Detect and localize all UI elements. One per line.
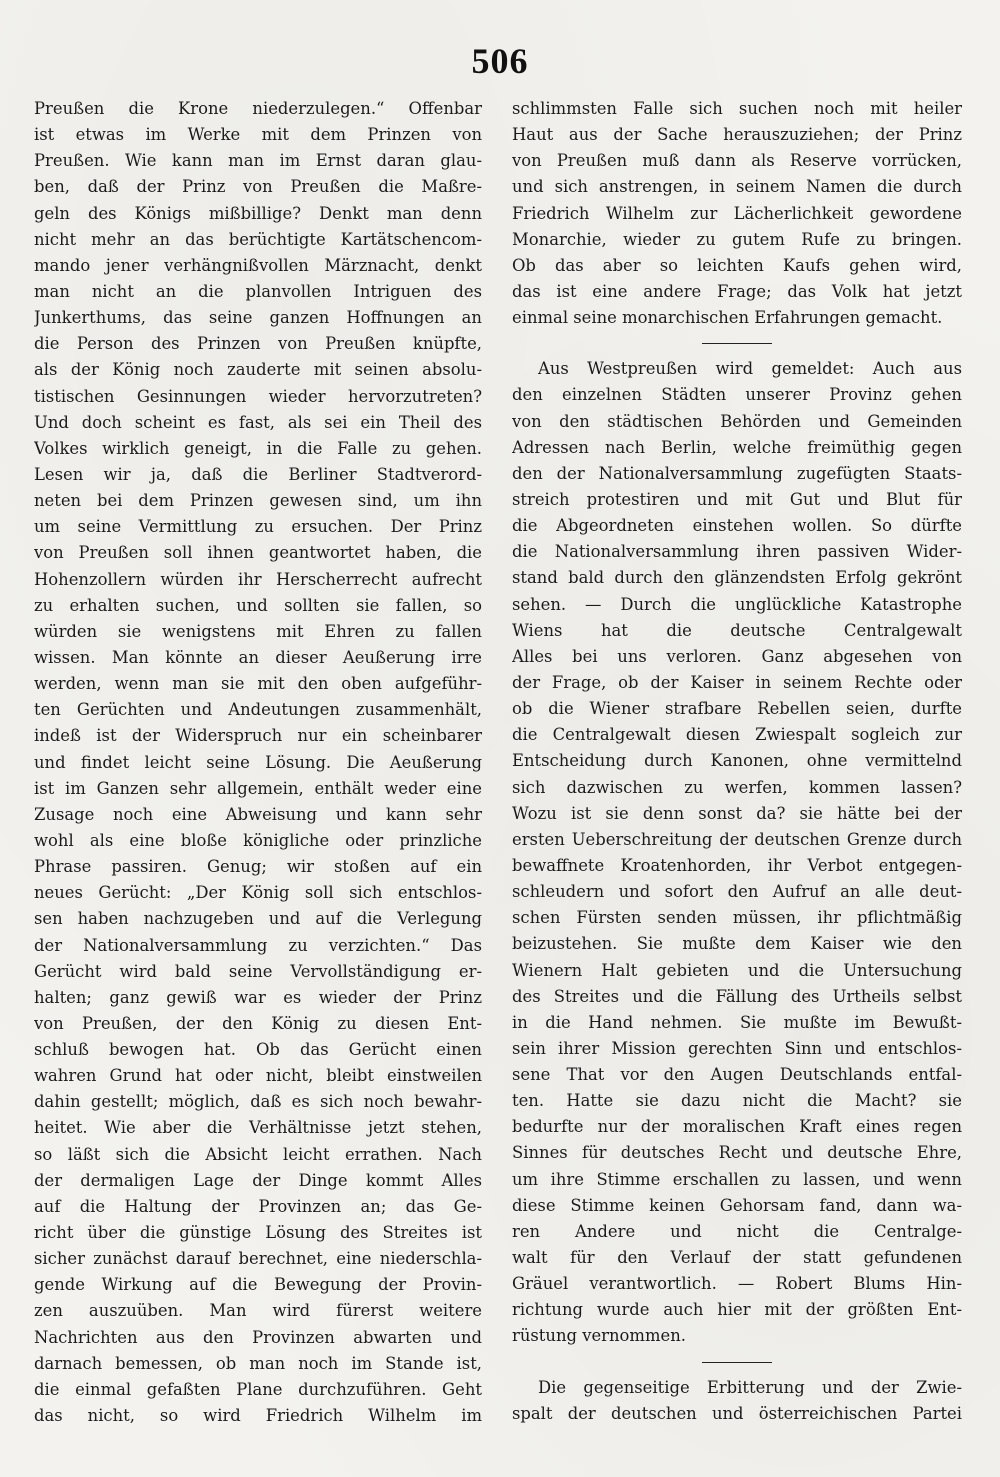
text-line: schlimmsten Falle sich suchen noch mit heiler	[512, 99, 962, 118]
right-column	[512, 96, 962, 1427]
text-line: Sinnes für deutsches Recht und deutsche Ehre,	[512, 1143, 962, 1163]
text-line: Ob das aber so leichten Kaufs gehen wird,	[512, 255, 962, 275]
text-line: in die Hand nehmen. Sie mußte im Bewußt-	[512, 1012, 962, 1032]
text-line: die einmal gefaßten Plane durchzuführen. Geht	[34, 1379, 482, 1399]
text-line: die Nationalversammlung ihren passiven Wider-	[512, 542, 962, 562]
text-line: richt über die günstige Lösung des Streites ist	[34, 1223, 482, 1243]
text-line: heitet. Wie aber die Verhältnisse jetzt stehen,	[34, 1118, 482, 1138]
text-line: das ist eine andere Frage; das Volk hat jetzt	[512, 281, 962, 301]
text-line: einmal seine monarchischen Erfahrungen gemacht.	[512, 308, 943, 328]
text-line: streich protestiren und mit Gut und Blut für	[512, 489, 962, 509]
text-line: die Centralgewalt diesen Zwiespalt sogleich zur	[512, 725, 962, 745]
text-line: wohl als eine bloße königliche oder prinzliche	[34, 830, 482, 850]
text-line: von den städtischen Behörden und Gemeinden	[512, 411, 962, 431]
text-line: richtung wurde auch hier mit der größten Ent-	[512, 1300, 962, 1320]
text-line: dahin gestellt; möglich, daß es sich noch bewahr-	[34, 1092, 482, 1112]
text-line: von Preußen muß dann als Reserve vorrücken,	[512, 151, 962, 171]
text-line: zu erhalten suchen, und sollten sie fallen, so	[34, 595, 482, 615]
text-line: gende Wirkung auf die Bewegung der Provin-	[34, 1275, 482, 1295]
text-line: die Person des Prinzen von Preußen knüpfte,	[34, 334, 482, 354]
text-line: neues Gerücht: „Der König soll sich entschlos-	[34, 883, 482, 903]
text-line: von Preußen soll ihnen geantwortet haben, die	[34, 543, 482, 563]
text-line: sein ihrer Mission gerechten Sinn und entschlos-	[512, 1038, 962, 1058]
text-line: das nicht, so wird Friedrich Wilhelm im	[34, 1406, 482, 1426]
text-line: Wozu ist sie denn sonst da? sie hätte bei der	[512, 803, 962, 823]
text-line: ersten Ueberschreitung der deutschen Grenze durch	[512, 829, 962, 849]
text-line: sene That vor den Augen Deutschlands entfal-	[512, 1065, 962, 1085]
text-line: werden, wenn man sie mit den oben aufgeführ-	[34, 674, 482, 694]
paragraph-westpreussen	[512, 356, 962, 1349]
text-line: Lesen wir ja, daß die Berliner Stadtverord-	[34, 464, 482, 484]
text-line: und sich anstrengen, in seinem Namen die durch	[512, 177, 962, 197]
text-line: bewaffnete Kroatenhorden, ihr Verbot entgegen-	[512, 855, 962, 875]
text-line: Hohenzollern würden ihr Herscherrecht aufrecht	[34, 569, 482, 589]
text-line: halten; ganz gewiß war es wieder der Prinz	[34, 987, 482, 1007]
text-line: sehen. — Durch die unglückliche Katastrophe	[512, 594, 962, 614]
text-line: der Nationalversammlung zu verzichten.“ Das	[34, 935, 482, 955]
text-line: geln des Königs mißbillige? Denkt man denn	[34, 203, 482, 223]
text-line: würden sie wenigstens mit Ehren zu fallen	[34, 621, 482, 641]
text-line: mando jener verhängnißvollen Märznacht, denkt	[34, 255, 482, 275]
text-line: den der Nationalversammlung zugefügten Staats-	[512, 463, 962, 483]
text-line: neten bei dem Prinzen gewesen sind, um ihn	[34, 491, 482, 511]
text-line: nicht mehr an das berüchtigte Kartätschencom-	[34, 229, 482, 249]
text-line: sen haben nachzugeben und auf die Verlegung	[34, 909, 482, 929]
text-line: der Frage, ob der Kaiser in seinem Rechte oder	[512, 672, 962, 692]
text-line: ob die Wiener strafbare Rebellen seien, durfte	[512, 699, 962, 719]
text-line: den einzelnen Städten unserer Provinz gehen	[512, 385, 962, 405]
text-line: Und doch scheint es fast, als sei ein Theil des	[34, 412, 482, 432]
section-divider	[702, 343, 772, 344]
text-line: Friedrich Wilhelm zur Lächerlichkeit gewordene	[512, 203, 962, 223]
text-line: Haut aus der Sache herauszuziehen; der Prinz	[512, 125, 962, 145]
text-line: schen Fürsten senden müssen, ihr pflichtmäßig	[512, 908, 962, 928]
text-line: ten. Hatte sie dazu nicht die Macht? sie	[512, 1091, 962, 1111]
text-line: auf die Haltung der Provinzen an; das Ge-	[34, 1196, 482, 1216]
text-line: ben, daß der Prinz von Preußen die Maßre-	[34, 177, 482, 197]
text-line: man nicht an die planvollen Intriguen des	[34, 281, 482, 301]
page-number: 506	[471, 41, 529, 81]
text-line: tistischen Gesinnungen wieder hervorzutreten?	[34, 386, 482, 406]
text-line: Monarchie, wieder zu gutem Rufe zu bringen.	[512, 229, 962, 249]
text-line: um seine Vermittlung zu ersuchen. Der Prinz	[34, 517, 482, 537]
left-column	[34, 96, 482, 1429]
text-line: Nachrichten aus den Provinzen abwarten und	[34, 1327, 482, 1347]
text-line: sicher zunächst darauf berechnet, eine niederschla-	[34, 1249, 482, 1269]
text-line: stand bald durch den glänzendsten Erfolg gekrönt	[512, 568, 962, 588]
text-line: der dermaligen Lage der Dinge kommt Alles	[34, 1170, 482, 1190]
text-line: darnach bemessen, ob man noch im Stande ist,	[34, 1353, 482, 1373]
text-line: walt für den Verlauf der statt gefundenen	[512, 1248, 962, 1268]
text-line: Gräuel verantwortlich. — Robert Blums Hin-	[512, 1274, 962, 1294]
text-line: die Abgeordneten einstehen wollen. So dürfte	[512, 516, 962, 536]
paragraph-zwiespalt	[512, 1375, 962, 1427]
text-line: rüstung vernommen.	[512, 1326, 686, 1346]
text-line: ren Andere und nicht die Centralge-	[512, 1221, 962, 1241]
text-line: schluß bewogen hat. Ob das Gerücht einen	[34, 1040, 482, 1060]
text-line: Wienern Halt gebieten und die Untersuchung	[512, 960, 962, 980]
text-line: Volkes wirklich geneigt, in die Falle zu gehen.	[34, 438, 482, 458]
text-line: Entscheidung durch Kanonen, ohne vermittelnd	[512, 751, 962, 771]
text-line: Gerücht wird bald seine Vervollständigung er-	[34, 961, 482, 981]
text-line: diese Stimme keinen Gehorsam fand, dann wa-	[512, 1195, 962, 1215]
text-line: Preußen. Wie kann man im Ernst daran glau-	[34, 151, 482, 171]
text-line: von Preußen, der den König zu diesen Ent-	[34, 1013, 482, 1033]
text-line: wahren Grund hat oder nicht, bleibt einstweilen	[34, 1066, 482, 1086]
text-line: zen auszuüben. Man wird fürerst weitere	[34, 1301, 482, 1321]
text-line: Aus Westpreußen wird gemeldet: Auch aus	[538, 359, 962, 379]
text-line: beizustehen. Sie mußte dem Kaiser wie den	[512, 934, 962, 954]
text-line: Phrase passiren. Genug; wir stoßen auf ein	[34, 857, 482, 877]
text-line: sich dazwischen zu werfen, kommen lassen?	[512, 777, 962, 797]
text-line: Alles bei uns verloren. Ganz abgesehen von	[512, 646, 962, 666]
text-line: bedurfte nur der moralischen Kraft eines regen	[512, 1117, 962, 1137]
text-line: indeß ist der Widerspruch nur ein scheinbarer	[34, 726, 482, 746]
text-line: und findet leicht seine Lösung. Die Aeußerung	[34, 752, 482, 772]
text-line: Junkerthums, das seine ganzen Hoffnungen an	[34, 308, 482, 328]
text-line: um ihre Stimme erschallen zu lassen, und wenn	[512, 1169, 962, 1189]
text-line: ist etwas im Werke mit dem Prinzen von	[34, 125, 482, 145]
text-line: ist im Ganzen sehr allgemein, enthält weder eine	[34, 778, 482, 798]
text-line: Zusage noch eine Abweisung und kann sehr	[34, 804, 482, 824]
text-line: des Streites und die Fällung des Urtheils selbst	[512, 986, 962, 1006]
paragraph-monarchy	[512, 96, 962, 331]
text-line: Preußen die Krone niederzulegen.“ Offenbar	[34, 99, 482, 118]
text-line: spalt der deutschen und österreichischen Partei	[512, 1403, 962, 1423]
text-line: ten Gerüchten und Andeutungen zusammenhält,	[34, 700, 482, 720]
text-line: so läßt sich die Absicht leicht errathen. Nach	[34, 1144, 482, 1164]
text-line: Adressen nach Berlin, welche freimüthig gegen	[512, 437, 962, 457]
section-divider	[702, 1362, 772, 1363]
text-line: als der König noch zauderte mit seinen absolu-	[34, 360, 482, 380]
text-line: schleudern und sofort den Aufruf an alle deut-	[512, 882, 962, 902]
text-line: wissen. Man könnte an dieser Aeußerung irre	[34, 647, 482, 667]
text-line: Wiens hat die deutsche Centralgewalt	[512, 620, 962, 640]
text-line: Die gegenseitige Erbitterung und der Zwie-	[538, 1377, 962, 1397]
